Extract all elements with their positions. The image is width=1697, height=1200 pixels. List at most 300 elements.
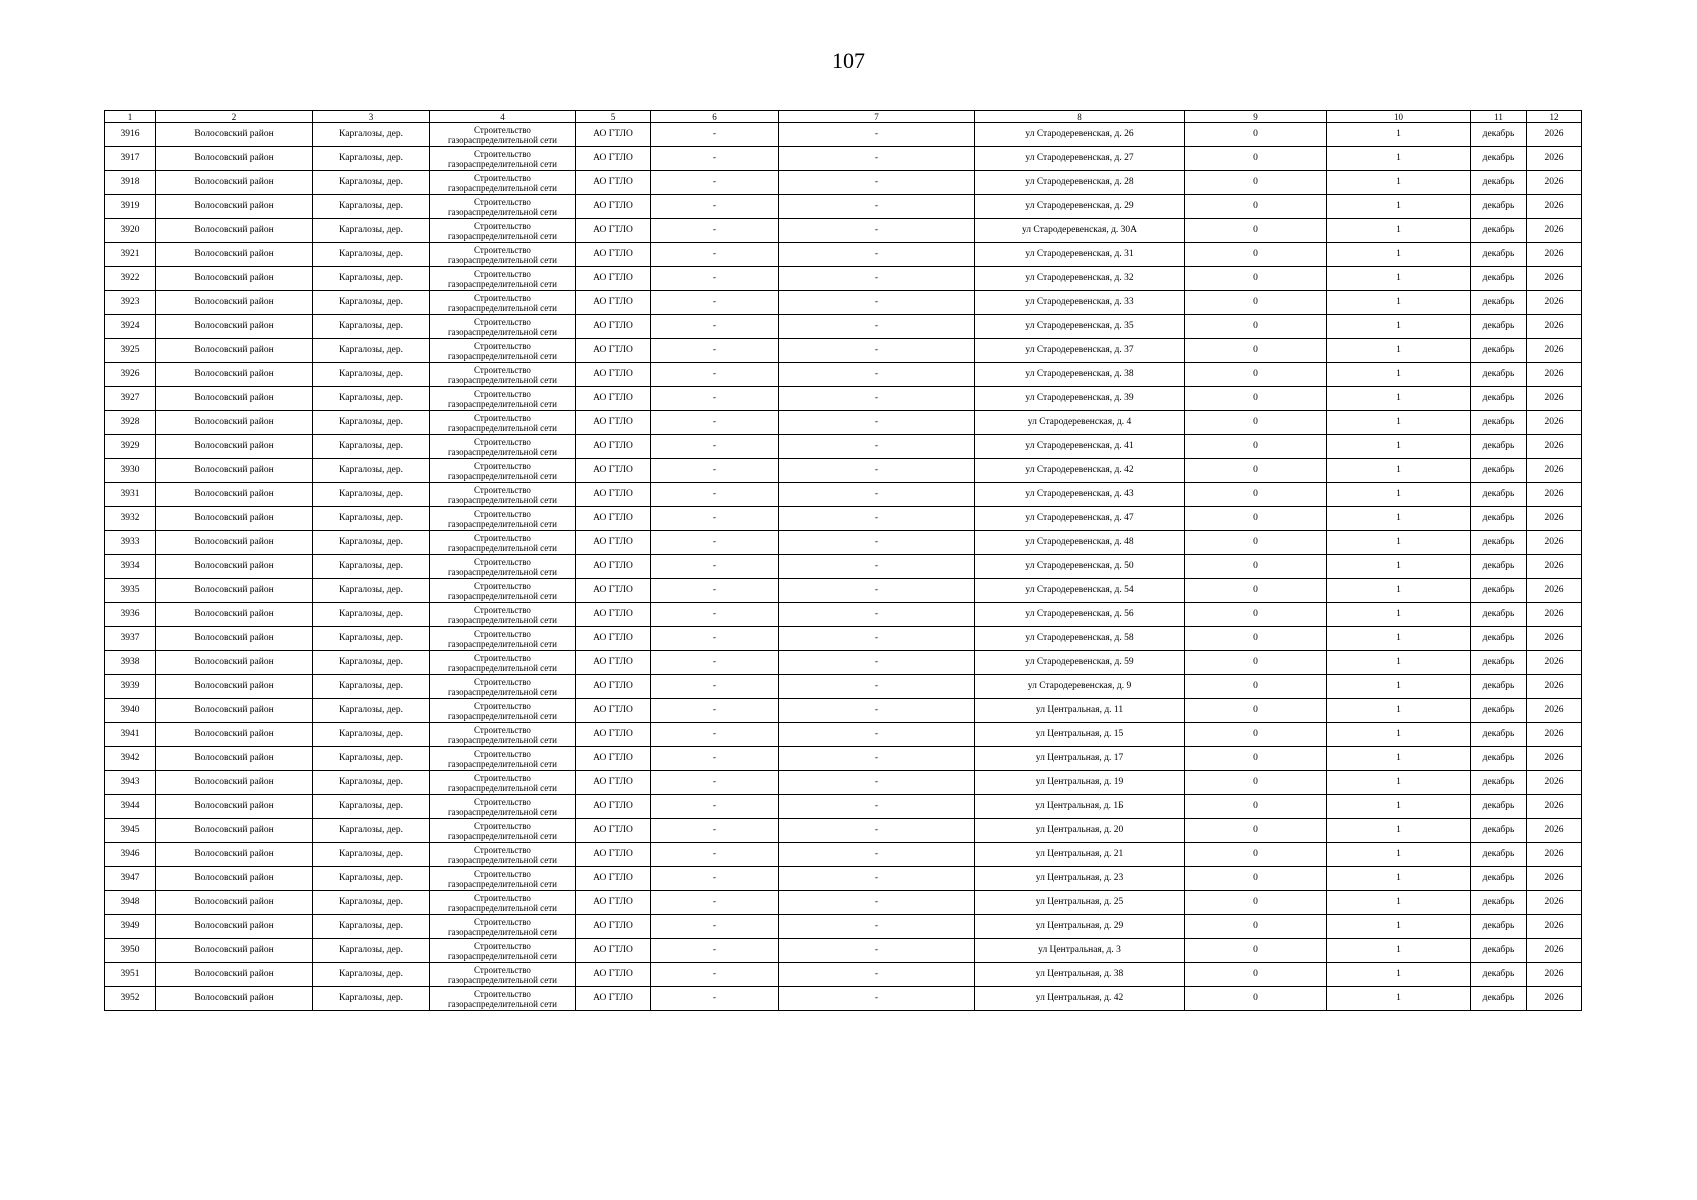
locality-cell: Каргалозы, дер.: [313, 699, 430, 723]
col6-cell: -: [651, 507, 779, 531]
year-cell: 2026: [1527, 699, 1582, 723]
work-type-cell: Строительство газораспределительной сети: [430, 435, 576, 459]
work-type-cell: Строительство газораспределительной сети: [430, 747, 576, 771]
month-cell: декабрь: [1471, 723, 1527, 747]
locality-cell: Каргалозы, дер.: [313, 339, 430, 363]
table-row: [105, 123, 1582, 147]
row-number-cell: 3943: [105, 771, 156, 795]
address-cell: ул Стародеревенская, д. 39: [975, 387, 1185, 411]
col9-cell: 0: [1185, 819, 1327, 843]
work-type-cell: Строительство газораспределительной сети: [430, 627, 576, 651]
col10-cell: 1: [1327, 243, 1471, 267]
table-row: [105, 147, 1582, 171]
address-cell: ул Стародеревенская, д. 50: [975, 555, 1185, 579]
month-cell: декабрь: [1471, 171, 1527, 195]
month-cell: декабрь: [1471, 675, 1527, 699]
organization-cell: АО ГТЛО: [576, 267, 651, 291]
col7-cell: -: [779, 579, 975, 603]
col7-cell: -: [779, 771, 975, 795]
table-row: [105, 459, 1582, 483]
row-number-cell: 3931: [105, 483, 156, 507]
district-cell: Волосовский район: [156, 987, 313, 1011]
col9-cell: 0: [1185, 483, 1327, 507]
col6-cell: -: [651, 723, 779, 747]
row-number-cell: 3929: [105, 435, 156, 459]
month-cell: декабрь: [1471, 627, 1527, 651]
page-number: 107: [832, 48, 865, 73]
col10-cell: 1: [1327, 555, 1471, 579]
col6-cell: -: [651, 867, 779, 891]
organization-cell: АО ГТЛО: [576, 723, 651, 747]
table-row: [105, 411, 1582, 435]
col6-cell: -: [651, 291, 779, 315]
col9-cell: 0: [1185, 411, 1327, 435]
table-row: [105, 507, 1582, 531]
col9-cell: 0: [1185, 435, 1327, 459]
col6-cell: -: [651, 675, 779, 699]
col10-cell: 1: [1327, 171, 1471, 195]
col9-cell: 0: [1185, 363, 1327, 387]
table-body: [105, 123, 1582, 1011]
table-row: [105, 219, 1582, 243]
locality-cell: Каргалозы, дер.: [313, 195, 430, 219]
column-header-7: 7: [779, 111, 975, 123]
work-type-cell: Строительство газораспределительной сети: [430, 939, 576, 963]
address-cell: ул Стародеревенская, д. 54: [975, 579, 1185, 603]
organization-cell: АО ГТЛО: [576, 699, 651, 723]
col7-cell: -: [779, 195, 975, 219]
col6-cell: -: [651, 243, 779, 267]
col10-cell: 1: [1327, 651, 1471, 675]
district-cell: Волосовский район: [156, 339, 313, 363]
work-type-cell: Строительство газораспределительной сети: [430, 339, 576, 363]
month-cell: декабрь: [1471, 747, 1527, 771]
organization-cell: АО ГТЛО: [576, 507, 651, 531]
col9-cell: 0: [1185, 603, 1327, 627]
table-row: [105, 579, 1582, 603]
district-cell: Волосовский район: [156, 795, 313, 819]
row-number-cell: 3952: [105, 987, 156, 1011]
month-cell: декабрь: [1471, 339, 1527, 363]
row-number-cell: 3917: [105, 147, 156, 171]
work-type-cell: Строительство газораспределительной сети: [430, 195, 576, 219]
col10-cell: 1: [1327, 987, 1471, 1011]
row-number-cell: 3924: [105, 315, 156, 339]
locality-cell: Каргалозы, дер.: [313, 123, 430, 147]
district-cell: Волосовский район: [156, 891, 313, 915]
month-cell: декабрь: [1471, 771, 1527, 795]
district-cell: Волосовский район: [156, 219, 313, 243]
col6-cell: -: [651, 555, 779, 579]
organization-cell: АО ГТЛО: [576, 963, 651, 987]
work-type-cell: Строительство газораспределительной сети: [430, 555, 576, 579]
organization-cell: АО ГТЛО: [576, 843, 651, 867]
col9-cell: 0: [1185, 939, 1327, 963]
col6-cell: -: [651, 747, 779, 771]
col10-cell: 1: [1327, 963, 1471, 987]
col6-cell: -: [651, 315, 779, 339]
address-cell: ул Центральная, д. 3: [975, 939, 1185, 963]
col7-cell: -: [779, 435, 975, 459]
col6-cell: -: [651, 915, 779, 939]
row-number-cell: 3935: [105, 579, 156, 603]
month-cell: декабрь: [1471, 531, 1527, 555]
table-row: [105, 723, 1582, 747]
col7-cell: -: [779, 387, 975, 411]
organization-cell: АО ГТЛО: [576, 195, 651, 219]
col6-cell: -: [651, 147, 779, 171]
organization-cell: АО ГТЛО: [576, 867, 651, 891]
row-number-cell: 3927: [105, 387, 156, 411]
col6-cell: -: [651, 771, 779, 795]
work-type-cell: Строительство газораспределительной сети: [430, 147, 576, 171]
work-type-cell: Строительство газораспределительной сети: [430, 867, 576, 891]
col6-cell: -: [651, 651, 779, 675]
year-cell: 2026: [1527, 723, 1582, 747]
col10-cell: 1: [1327, 507, 1471, 531]
year-cell: 2026: [1527, 867, 1582, 891]
col10-cell: 1: [1327, 771, 1471, 795]
row-number-cell: 3925: [105, 339, 156, 363]
organization-cell: АО ГТЛО: [576, 411, 651, 435]
district-cell: Волосовский район: [156, 771, 313, 795]
col7-cell: -: [779, 867, 975, 891]
column-header-1: 1: [105, 111, 156, 123]
locality-cell: Каргалозы, дер.: [313, 531, 430, 555]
work-type-cell: Строительство газораспределительной сети: [430, 219, 576, 243]
table-row: [105, 795, 1582, 819]
year-cell: 2026: [1527, 939, 1582, 963]
year-cell: 2026: [1527, 891, 1582, 915]
district-cell: Волосовский район: [156, 555, 313, 579]
year-cell: 2026: [1527, 915, 1582, 939]
table-row: [105, 891, 1582, 915]
month-cell: декабрь: [1471, 435, 1527, 459]
year-cell: 2026: [1527, 171, 1582, 195]
year-cell: 2026: [1527, 315, 1582, 339]
col10-cell: 1: [1327, 483, 1471, 507]
col7-cell: -: [779, 507, 975, 531]
col10-cell: 1: [1327, 123, 1471, 147]
work-type-cell: Строительство газораспределительной сети: [430, 411, 576, 435]
col6-cell: -: [651, 459, 779, 483]
col10-cell: 1: [1327, 747, 1471, 771]
col6-cell: -: [651, 195, 779, 219]
col7-cell: -: [779, 555, 975, 579]
work-type-cell: Строительство газораспределительной сети: [430, 675, 576, 699]
col6-cell: -: [651, 843, 779, 867]
table-row: [105, 483, 1582, 507]
work-type-cell: Строительство газораспределительной сети: [430, 507, 576, 531]
col6-cell: -: [651, 603, 779, 627]
column-header-5: 5: [576, 111, 651, 123]
district-cell: Волосовский район: [156, 963, 313, 987]
month-cell: декабрь: [1471, 915, 1527, 939]
address-cell: ул Центральная, д. 42: [975, 987, 1185, 1011]
col6-cell: -: [651, 219, 779, 243]
col7-cell: -: [779, 147, 975, 171]
col10-cell: 1: [1327, 675, 1471, 699]
column-header-4: 4: [430, 111, 576, 123]
locality-cell: Каргалозы, дер.: [313, 483, 430, 507]
col10-cell: 1: [1327, 363, 1471, 387]
district-cell: Волосовский район: [156, 723, 313, 747]
col7-cell: -: [779, 939, 975, 963]
address-cell: ул Стародеревенская, д. 42: [975, 459, 1185, 483]
district-cell: Волосовский район: [156, 411, 313, 435]
month-cell: декабрь: [1471, 291, 1527, 315]
month-cell: декабрь: [1471, 267, 1527, 291]
col6-cell: -: [651, 819, 779, 843]
col6-cell: -: [651, 579, 779, 603]
district-cell: Волосовский район: [156, 651, 313, 675]
row-number-cell: 3922: [105, 267, 156, 291]
locality-cell: Каргалозы, дер.: [313, 243, 430, 267]
col6-cell: -: [651, 939, 779, 963]
address-cell: ул Стародеревенская, д. 48: [975, 531, 1185, 555]
col9-cell: 0: [1185, 747, 1327, 771]
year-cell: 2026: [1527, 147, 1582, 171]
col7-cell: -: [779, 291, 975, 315]
organization-cell: АО ГТЛО: [576, 219, 651, 243]
row-number-cell: 3923: [105, 291, 156, 315]
organization-cell: АО ГТЛО: [576, 123, 651, 147]
table-row: [105, 291, 1582, 315]
col10-cell: 1: [1327, 411, 1471, 435]
year-cell: 2026: [1527, 819, 1582, 843]
organization-cell: АО ГТЛО: [576, 555, 651, 579]
col7-cell: -: [779, 243, 975, 267]
col6-cell: -: [651, 171, 779, 195]
address-cell: ул Центральная, д. 17: [975, 747, 1185, 771]
table-row: [105, 555, 1582, 579]
col7-cell: -: [779, 699, 975, 723]
year-cell: 2026: [1527, 291, 1582, 315]
locality-cell: Каргалозы, дер.: [313, 291, 430, 315]
row-number-cell: 3951: [105, 963, 156, 987]
column-header-6: 6: [651, 111, 779, 123]
col9-cell: 0: [1185, 123, 1327, 147]
col6-cell: -: [651, 627, 779, 651]
column-header-9: 9: [1185, 111, 1327, 123]
col6-cell: -: [651, 267, 779, 291]
year-cell: 2026: [1527, 987, 1582, 1011]
work-type-cell: Строительство газораспределительной сети: [430, 771, 576, 795]
table-row: [105, 195, 1582, 219]
col9-cell: 0: [1185, 987, 1327, 1011]
col9-cell: 0: [1185, 267, 1327, 291]
col7-cell: -: [779, 795, 975, 819]
col6-cell: -: [651, 795, 779, 819]
col9-cell: 0: [1185, 339, 1327, 363]
year-cell: 2026: [1527, 579, 1582, 603]
locality-cell: Каргалозы, дер.: [313, 411, 430, 435]
row-number-cell: 3948: [105, 891, 156, 915]
organization-cell: АО ГТЛО: [576, 819, 651, 843]
col9-cell: 0: [1185, 675, 1327, 699]
address-cell: ул Стародеревенская, д. 38: [975, 363, 1185, 387]
row-number-cell: 3934: [105, 555, 156, 579]
col7-cell: -: [779, 723, 975, 747]
locality-cell: Каргалозы, дер.: [313, 771, 430, 795]
district-cell: Волосовский район: [156, 699, 313, 723]
column-header-11: 11: [1471, 111, 1527, 123]
district-cell: Волосовский район: [156, 435, 313, 459]
row-number-cell: 3932: [105, 507, 156, 531]
locality-cell: Каргалозы, дер.: [313, 747, 430, 771]
col7-cell: -: [779, 819, 975, 843]
col9-cell: 0: [1185, 627, 1327, 651]
table-row: [105, 363, 1582, 387]
col6-cell: -: [651, 699, 779, 723]
col10-cell: 1: [1327, 915, 1471, 939]
row-number-cell: 3930: [105, 459, 156, 483]
table-row: [105, 435, 1582, 459]
district-cell: Волосовский район: [156, 579, 313, 603]
table-row: [105, 243, 1582, 267]
col10-cell: 1: [1327, 627, 1471, 651]
district-cell: Волосовский район: [156, 195, 313, 219]
col10-cell: 1: [1327, 891, 1471, 915]
organization-cell: АО ГТЛО: [576, 939, 651, 963]
year-cell: 2026: [1527, 243, 1582, 267]
row-number-cell: 3938: [105, 651, 156, 675]
col9-cell: 0: [1185, 315, 1327, 339]
month-cell: декабрь: [1471, 219, 1527, 243]
locality-cell: Каргалозы, дер.: [313, 315, 430, 339]
col10-cell: 1: [1327, 603, 1471, 627]
work-type-cell: Строительство газораспределительной сети: [430, 315, 576, 339]
col10-cell: 1: [1327, 867, 1471, 891]
row-number-cell: 3920: [105, 219, 156, 243]
col9-cell: 0: [1185, 963, 1327, 987]
col10-cell: 1: [1327, 219, 1471, 243]
month-cell: декабрь: [1471, 555, 1527, 579]
district-cell: Волосовский район: [156, 627, 313, 651]
table-row: [105, 939, 1582, 963]
header-row: [105, 111, 1582, 123]
col10-cell: 1: [1327, 579, 1471, 603]
row-number-cell: 3946: [105, 843, 156, 867]
col7-cell: -: [779, 219, 975, 243]
address-cell: ул Центральная, д. 25: [975, 891, 1185, 915]
address-cell: ул Центральная, д. 11: [975, 699, 1185, 723]
district-cell: Волосовский район: [156, 675, 313, 699]
organization-cell: АО ГТЛО: [576, 459, 651, 483]
work-type-cell: Строительство газораспределительной сети: [430, 291, 576, 315]
table-row: [105, 651, 1582, 675]
col10-cell: 1: [1327, 339, 1471, 363]
locality-cell: Каргалозы, дер.: [313, 915, 430, 939]
col7-cell: -: [779, 315, 975, 339]
col6-cell: -: [651, 483, 779, 507]
row-number-cell: 3945: [105, 819, 156, 843]
organization-cell: АО ГТЛО: [576, 771, 651, 795]
organization-cell: АО ГТЛО: [576, 387, 651, 411]
address-cell: ул Стародеревенская, д. 35: [975, 315, 1185, 339]
col7-cell: -: [779, 363, 975, 387]
organization-cell: АО ГТЛО: [576, 747, 651, 771]
col9-cell: 0: [1185, 195, 1327, 219]
col6-cell: -: [651, 987, 779, 1011]
row-number-cell: 3940: [105, 699, 156, 723]
table-row: [105, 339, 1582, 363]
table-row: [105, 267, 1582, 291]
month-cell: декабрь: [1471, 891, 1527, 915]
year-cell: 2026: [1527, 843, 1582, 867]
work-type-cell: Строительство газораспределительной сети: [430, 987, 576, 1011]
organization-cell: АО ГТЛО: [576, 627, 651, 651]
month-cell: декабрь: [1471, 243, 1527, 267]
organization-cell: АО ГТЛО: [576, 363, 651, 387]
organization-cell: АО ГТЛО: [576, 891, 651, 915]
year-cell: 2026: [1527, 771, 1582, 795]
col9-cell: 0: [1185, 723, 1327, 747]
month-cell: декабрь: [1471, 459, 1527, 483]
table-row: [105, 627, 1582, 651]
month-cell: декабрь: [1471, 603, 1527, 627]
address-cell: ул Центральная, д. 29: [975, 915, 1185, 939]
month-cell: декабрь: [1471, 483, 1527, 507]
address-cell: ул Стародеревенская, д. 29: [975, 195, 1185, 219]
col10-cell: 1: [1327, 315, 1471, 339]
district-cell: Волосовский район: [156, 867, 313, 891]
col9-cell: 0: [1185, 147, 1327, 171]
address-cell: ул Стародеревенская, д. 28: [975, 171, 1185, 195]
table-row: [105, 699, 1582, 723]
col7-cell: -: [779, 747, 975, 771]
year-cell: 2026: [1527, 459, 1582, 483]
col7-cell: -: [779, 627, 975, 651]
column-header-2: 2: [156, 111, 313, 123]
row-number-cell: 3939: [105, 675, 156, 699]
row-number-cell: 3921: [105, 243, 156, 267]
row-number-cell: 3919: [105, 195, 156, 219]
district-cell: Волосовский район: [156, 819, 313, 843]
month-cell: декабрь: [1471, 315, 1527, 339]
col7-cell: -: [779, 915, 975, 939]
address-cell: ул Стародеревенская, д. 37: [975, 339, 1185, 363]
work-type-cell: Строительство газораспределительной сети: [430, 723, 576, 747]
year-cell: 2026: [1527, 363, 1582, 387]
locality-cell: Каргалозы, дер.: [313, 435, 430, 459]
organization-cell: АО ГТЛО: [576, 171, 651, 195]
col10-cell: 1: [1327, 795, 1471, 819]
address-cell: ул Стародеревенская, д. 26: [975, 123, 1185, 147]
month-cell: декабрь: [1471, 819, 1527, 843]
address-cell: ул Стародеревенская, д. 27: [975, 147, 1185, 171]
year-cell: 2026: [1527, 507, 1582, 531]
col6-cell: -: [651, 387, 779, 411]
work-type-cell: Строительство газораспределительной сети: [430, 531, 576, 555]
work-type-cell: Строительство газораспределительной сети: [430, 459, 576, 483]
row-number-cell: 3942: [105, 747, 156, 771]
work-type-cell: Строительство газораспределительной сети: [430, 915, 576, 939]
col6-cell: -: [651, 435, 779, 459]
row-number-cell: 3918: [105, 171, 156, 195]
locality-cell: Каргалозы, дер.: [313, 795, 430, 819]
col9-cell: 0: [1185, 555, 1327, 579]
col9-cell: 0: [1185, 219, 1327, 243]
locality-cell: Каргалозы, дер.: [313, 867, 430, 891]
work-type-cell: Строительство газораспределительной сети: [430, 243, 576, 267]
row-number-cell: 3916: [105, 123, 156, 147]
row-number-cell: 3926: [105, 363, 156, 387]
locality-cell: Каргалозы, дер.: [313, 843, 430, 867]
month-cell: декабрь: [1471, 795, 1527, 819]
year-cell: 2026: [1527, 195, 1582, 219]
month-cell: декабрь: [1471, 147, 1527, 171]
